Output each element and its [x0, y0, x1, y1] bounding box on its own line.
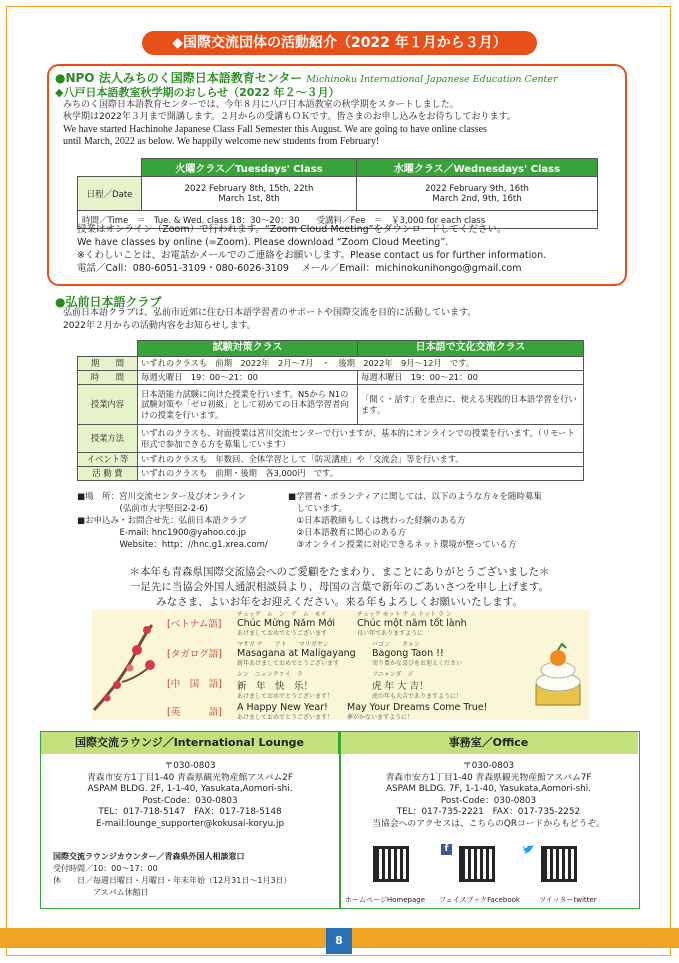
culture-class-header: 日本語で文化交流クラス	[358, 341, 584, 357]
npo-subtitle: ◆八戸日本語教室秋学期のおしらせ（2022 年２～３月）	[55, 86, 340, 99]
hirosaki-info-left-2: (弘前市大字堅田2-2-6)	[77, 504, 208, 514]
npo-note-2: We have classes by online (=Zoom). Please download “Zoom Cloud Meeting”.	[77, 237, 449, 248]
event-value: いずれのクラスも 年数回、全体学習として「防災講座」や「交流会」等を行います。	[138, 453, 584, 467]
page-number: 8	[326, 928, 352, 954]
homepage-qr-code[interactable]	[373, 846, 409, 882]
hirosaki-para-2: 2022年２月からの活動内容をお知らせします。	[63, 321, 256, 331]
method-label: 授業方法	[78, 425, 138, 453]
hirosaki-table	[77, 340, 584, 481]
method-value: いずれのクラスも、対面授業は宮川交流センターで行いますが、基本的にオンラインでの授業を行います。（リモート形式で参加できる方を募集しています）	[138, 425, 584, 453]
hirosaki-info-right-2: しています。	[288, 504, 347, 514]
lounge-holidays: 休 日／毎週日曜日・月曜日・年末年始（12月31日～1月3日）	[53, 876, 292, 885]
npo-contact: 電話／Call：080-6051-3109・080-6026-3109 メール／Email：michinokunihongo@gmail.com	[77, 263, 522, 274]
zh-sub-2: 虎の年も大吉でありますように！	[372, 693, 463, 700]
tuesday-dates: 2022 February 8th, 15th, 22th March 1st, 8th	[142, 177, 357, 211]
lounge-title: 国際交流ラウンジ／International Lounge	[41, 732, 339, 754]
culture-time: 毎週木曜日 19：00～21：00	[358, 371, 584, 385]
npo-para-3: We have started Hachinohe Japanese Class Fall Semester this August. We are going to have online classes	[63, 124, 487, 135]
vi-main-1: Chúc Mừng Năm Mới	[237, 618, 336, 629]
content-label: 授業内容	[78, 385, 138, 425]
culture-content: 「聞く・話す」を重点に、使える実践的日本語学習を行います。	[358, 385, 584, 425]
en-sub-2: 夢がかないますように！	[347, 714, 414, 721]
time-fee-row: 時間／Time ＝ Tue. & Wed. class 18：30～20：30 受講料／Fee ＝ ￥3,000 for each class	[78, 211, 598, 229]
kagami-mochi-icon	[532, 630, 584, 710]
new-year-greetings	[92, 610, 589, 720]
hirosaki-info-right-4: ②日本語教育に関心のある方	[288, 528, 407, 538]
npo-note-3: ※くわしいことは、お電話かメールでのご連絡をお願いします。Please contact us for further information.	[77, 250, 547, 261]
period-label: 期 間	[78, 357, 138, 371]
fee-value: いずれのクラスも 前期・後期 各3,000円 です。	[138, 467, 584, 481]
facebook-icon: f	[441, 844, 452, 855]
section-title: ◆国際交流団体の活動紹介（2022 年１月から３月）	[142, 31, 537, 55]
npo-para-4: until March, 2022 as below. We happily welcome new students from February!	[63, 136, 380, 147]
date-label: 日程／Date	[78, 177, 142, 211]
npo-para-1: みちのく国際日本語教育センターでは、今年８月に八戸日本語教室の秋学期をスタートしました。	[63, 100, 459, 110]
plum-blossom-icon	[92, 620, 162, 715]
vi-sub-1: あけましておめでとうございます	[237, 630, 328, 637]
exam-time: 毎週火曜日 19：00～21：00	[138, 371, 358, 385]
greeting-lang-english: [英 語]	[167, 707, 222, 718]
facebook-label: フェイスブックFacebook	[439, 896, 520, 904]
tuesday-header: 火曜クラス／Tuesdays' Class	[142, 159, 357, 177]
exam-class-header: 試験対策クラス	[138, 341, 358, 357]
npo-title: ●NPO 法人みちのく国際日本語教育センター Michinoku International Japanese Education Center	[55, 71, 558, 85]
hirosaki-info-right-1: ■学習者・ボランティアに関しては、以下のような方々を随時募集	[288, 492, 542, 502]
lounge-hours: 受付時間／10：00～17：00	[53, 864, 158, 873]
hirosaki-email: E-mail: hnc1900@yahoo.co.jp	[77, 528, 247, 538]
vi-sub-2: 良い年でありますように	[357, 630, 424, 637]
hirosaki-info-right-3: ①日本語教師もしくは携わった経験のある方	[288, 516, 466, 526]
tl-ruby-1: マサガ ナ アト マリガヤン	[237, 641, 329, 648]
wednesday-header: 水曜クラス／Wednesdays' Class	[356, 159, 597, 177]
twitter-icon	[522, 844, 535, 855]
closing-line-2: 一足先に当協会外国人通訳相談員より、母国の言葉で新年のごあいさつを申し上げます。	[129, 581, 550, 593]
zh-ruby-1: シン ニェンクァイ ラ	[237, 671, 303, 678]
greeting-lang-chinese: [中 国 語]	[167, 679, 222, 690]
homepage-label: ホームページHomepage	[345, 896, 426, 904]
npo-schedule-table	[77, 158, 598, 229]
period-value: いずれのクラスも 前期 2022年 2月～7月 ・ 後期 2022年 9月～12月 です。	[138, 357, 584, 371]
zh-main-2: 虎 年 大 吉！	[372, 681, 429, 692]
hirosaki-info-left-3: ■お申込み・お問合せ先：弘前日本語クラブ	[77, 516, 247, 526]
time-label: 時 間	[78, 371, 138, 385]
contact-box	[40, 731, 640, 909]
hirosaki-para-1: 弘前日本語クラブは、弘前市近郊に住む日本語学習者のサポートや国際交流を目的に活動しています。	[63, 308, 477, 318]
tl-sub-1: 新年あけましておめでとうございます	[237, 660, 340, 667]
en-sub-1: あけましておめでとうございます！	[237, 714, 334, 721]
vi-ruby-2: チュック モット ナ ム トット ラ ン	[357, 611, 452, 618]
greeting-lang-tagalog: [タガログ語]	[167, 649, 222, 660]
hirosaki-info-right-5: ③オンライン授業に対応できるネット環境が整っている方	[288, 540, 517, 550]
tl-ruby-2: バゴン タォン	[372, 641, 420, 648]
hirosaki-title: ●弘前日本語クラブ	[55, 295, 162, 309]
npo-para-2: 秋学期は2022年３月まで開講します。２月からの受講もＯＫです。皆さまのお申し込みをお待ちしております。	[63, 112, 516, 122]
en-main-1: A Happy New Year!	[237, 702, 328, 713]
lounge-address: 〒030-0803 青森市安方1丁目1-40 青森県観光物産館アスパム2F ASPAM BLDG. 2F, 1-1-40, Yasukata,Aomori-shi. Post-Code：030-0803 TEL：017-718-5147 FAX：017-718-5148 E-mail:lounge_supporter@kokusai-koryu.jp	[87, 761, 293, 829]
office-address: 〒030-0803 青森市安方1丁目1-40 青森県観光物産館アスパム7F ASPAM BLDG. 7F, 1-1-40, Yasukata,Aomori-shi. Post-Code：030-0803 TEL：017-735-2221 FAX：017-735-2252 当協会へのアクセスは、こちらのQRコードからもどうぞ。	[372, 761, 605, 829]
twitter-qr-code[interactable]	[541, 846, 577, 882]
wednesday-dates: 2022 February 9th, 16th March 2nd, 9th, 16th	[356, 177, 597, 211]
lounge-counter-title: 国際交流ラウンジカウンター／青森県外国人相談窓口	[53, 852, 245, 861]
zh-sub-1: あけましておめでとうございます！	[237, 693, 334, 700]
closing-line-1: ＊本年も青森県国際交流協会へのご愛顧をたまわり、まことにありがとうございました＊	[129, 566, 550, 578]
vi-ruby-1: チュック ム ン ナ ム モイ	[237, 611, 327, 618]
closing-line-3: みなさま、よいお年をお迎えください。来る年もよろしくお願いいたします。	[156, 596, 523, 608]
hirosaki-info-left-1: ■場 所：宮川交流センター及びオンライン	[77, 492, 246, 502]
lounge-holidays-2: アスパム休館日	[53, 888, 149, 897]
event-label: イベント等	[78, 453, 138, 467]
office-title: 事務室／Office	[339, 732, 638, 754]
tl-main-1: Masagana at Maligayang	[237, 648, 356, 659]
npo-title-en: Michinoku International Japanese Education Center	[306, 74, 558, 85]
greeting-lang-vietnamese: [ベトナム語]	[167, 619, 222, 630]
twitter-label: ツイッターtwitter	[539, 896, 597, 904]
facebook-qr-code[interactable]	[459, 846, 495, 882]
fee-label: 活 動 費	[78, 467, 138, 481]
tl-main-2: Bagong Taon !!	[372, 648, 444, 659]
en-main-2: May Your Dreams Come True!	[347, 702, 488, 713]
tl-sub-2: 実り豊かな喜びをお迎えください	[372, 660, 463, 667]
exam-content: 日本語能力試験に向けた授業を行います。N5から N1の試験対策や「ゼロ初級」として初めての日本語学習者向けの授業を行います。	[138, 385, 358, 425]
zh-main-1: 新 年 快 乐！	[237, 681, 314, 692]
zh-ruby-2: フニャンダ ジ	[372, 671, 414, 678]
vi-main-2: Chúc một năm tốt lành	[357, 618, 467, 629]
npo-note-1: 授業はオンライン（Zoom）で行われます。“Zoom Cloud Meeting”をダウンロードしてください。	[77, 224, 507, 235]
hirosaki-website: Website：http：//hnc.g1.xrea.com/	[77, 540, 268, 550]
